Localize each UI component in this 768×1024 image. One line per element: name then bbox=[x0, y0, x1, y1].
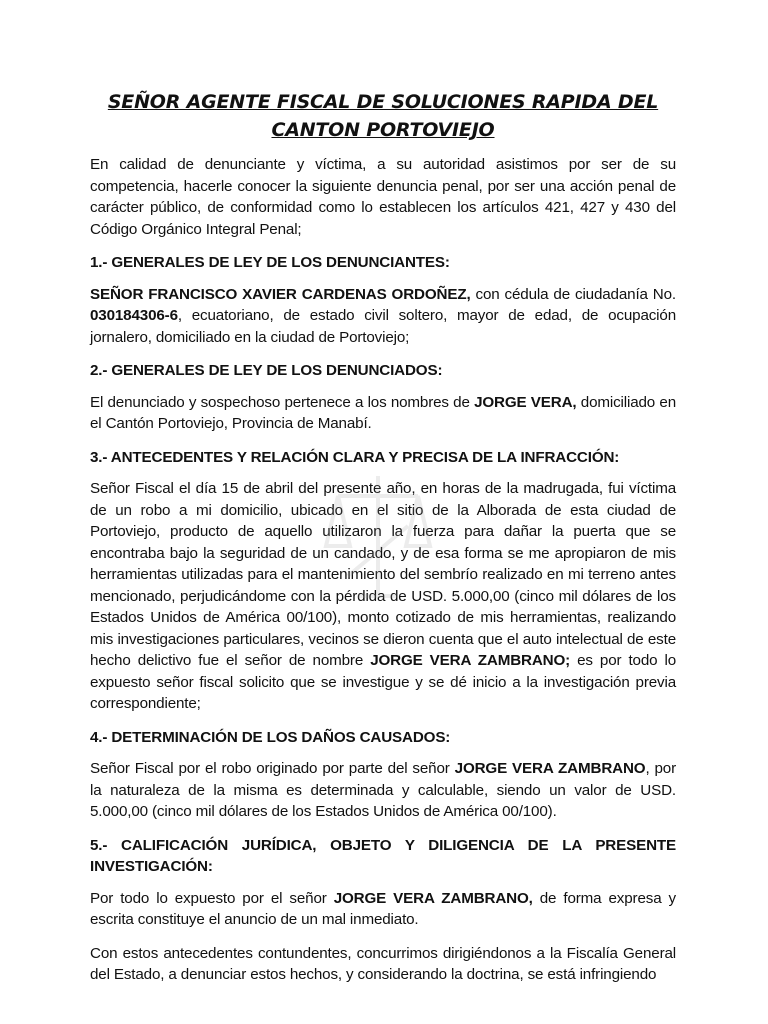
accused-full-name: JORGE VERA ZAMBRANO bbox=[454, 760, 646, 777]
section-2-text-a: El denunciado y sospechoso pertenece a los nombres de bbox=[90, 393, 475, 411]
section-4-text-b: , por la naturaleza de la misma es determinada y calculable, siendo un valor de USD. 5.000,00 (cinco mil dólares de los Estados Unidos de América 00/100). bbox=[90, 760, 676, 820]
section-3-heading: 3.- ANTECEDENTES Y RELACIÓN CLARA Y PRECISA DE LA INFRACCIÓN: bbox=[90, 448, 620, 466]
title-line-2: CANTON PORTOVIEJO bbox=[271, 119, 495, 141]
section-5-heading: 5.- CALIFICACIÓN JURÍDICA, OBJETO Y DILIGENCIA DE LA PRESENTE INVESTIGACIÓN: bbox=[90, 836, 676, 875]
section-1-heading: 1.- GENERALES DE LEY DE LOS DENUNCIANTES: bbox=[90, 254, 450, 271]
section-5-text-a: Por todo lo expuesto por el señor bbox=[90, 889, 334, 907]
section-5-p2-text-a: Con estos antecedentes contundentes, concurrimos dirigiéndonos a la Fiscalía General del Estado bbox=[90, 944, 676, 983]
title-line-1: SEÑOR AGENTE FISCAL DE SOLUCIONES RAPIDA DEL bbox=[107, 91, 659, 113]
document-title bbox=[90, 88, 676, 144]
complainant-name: SEÑOR FRANCISCO XAVIER CARDENAS ORDOÑEZ, bbox=[90, 285, 471, 303]
section-3-text-a: Señor Fiscal el día 15 de abril del presente año, en horas de la madrugada, fui víctima de un robo a mi domicilio, ubicado en el sitio de la Alborada de esta ciudad de Portoviejo, producto de aquello utilizaron la fuerza para dañar la puerta que se encontraba bajo la seguridad de un candado, y de esa forma se me apropiaron de mis herramientas utilizadas para el mantenimiento del sembrío realizado en mi terreno antes mencionado, perjudicándome con la pérdida de USD. 5.000,00 (cinco mil dólares de los Estados Unidos de América 00/100), monto cotizado de mis herramientas, realizando mis investigaciones particulares, vecinos se dieron cuenta que el auto intelectual de este hecho delictivo fue el señor de nombre bbox=[90, 480, 676, 669]
section-1-paragraph bbox=[90, 284, 676, 349]
section-5-p2-text-b: , a denunciar estos hechos, y considerando la doctrina, se está infringiendo bbox=[160, 966, 657, 983]
accused-full-name: JORGE VERA ZAMBRANO, bbox=[333, 889, 533, 907]
section-2-text-b: domiciliado en el Cantón Portoviejo, Provincia de Manabí. bbox=[90, 393, 676, 432]
section-3-paragraph bbox=[90, 478, 676, 715]
section-5-paragraph bbox=[90, 888, 676, 931]
section-5-paragraph-2 bbox=[90, 943, 676, 986]
section-5-text-b: de forma expresa y escrita constituye el anuncio de un mal inmediato. bbox=[90, 889, 676, 928]
section-2-heading: 2.- GENERALES DE LEY DE LOS DENUNCIADOS: bbox=[90, 362, 443, 379]
section-3-text-b: es por todo lo expuesto señor fiscal solicito que se investigue y se dé inicio a la investigación previa correspondiente; bbox=[90, 652, 677, 712]
accused-full-name: JORGE VERA ZAMBRANO; bbox=[370, 652, 571, 669]
section-2-paragraph bbox=[90, 392, 676, 435]
section-4-text-a: Señor Fiscal por el robo originado por parte del señor bbox=[90, 760, 455, 777]
section-4-heading: 4.- DETERMINACIÓN DE LOS DAÑOS CAUSADOS: bbox=[90, 728, 451, 746]
section-4-paragraph bbox=[90, 758, 676, 823]
intro-paragraph: En calidad de denunciante y víctima, a su autoridad asistimos por ser de su competencia, hacerle conocer la siguiente denuncia penal, por ser una acción penal de carácter público, de conformidad como lo establecen los artículos 421, 427 y 430 del Código Orgánico Integral Penal; bbox=[90, 156, 676, 238]
section-1-text-a: con cédula de ciudadanía No. bbox=[470, 285, 676, 303]
accused-name: JORGE VERA, bbox=[474, 393, 577, 411]
section-1-text-b: , ecuatoriano, de estado civil soltero, mayor de edad, de ocupación jornalero, domiciliado en la ciudad de Portoviejo; bbox=[90, 307, 676, 346]
document-page bbox=[90, 88, 676, 998]
complainant-id: 030184306-6 bbox=[90, 307, 178, 324]
